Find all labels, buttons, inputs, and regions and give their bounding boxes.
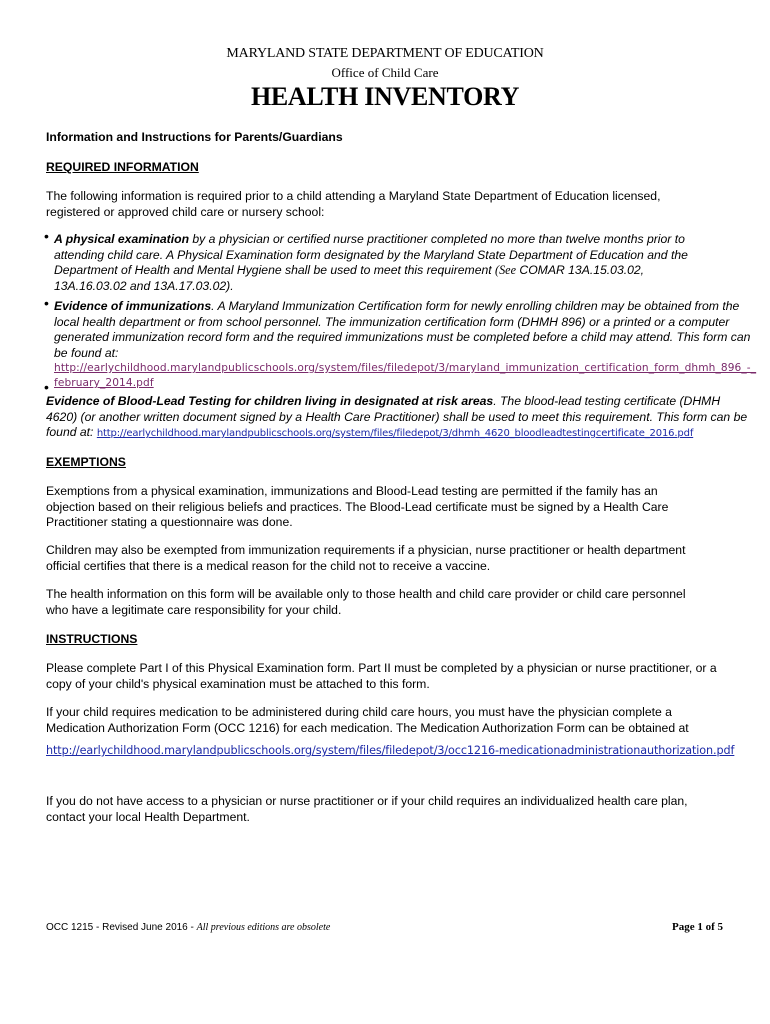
bullet-icon: •	[44, 228, 49, 244]
exemptions-paragraph-1: Exemptions from a physical examination, immunizations and Blood-Lead testing are permitted if the family has an objection based on their religious beliefs and practices. The Blood-Lead certificate must be signed by a Health Care Practitioner stating a questionnaire was done.	[46, 484, 669, 529]
form-footer	[46, 922, 330, 933]
required-heading: REQUIRED INFORMATION	[46, 160, 199, 174]
obsolete-note: All previous editions are obsolete	[196, 922, 331, 933]
form-id: OCC 1215 - Revised June 2016 -	[46, 922, 197, 933]
requirement-text: . A Maryland Immunization Certification form for newly enrolling children may be obtained from the local health department or from school personnel. The immunization certification form (DHMH 896) or a printed or a computer generated immunization record form and the required immunizations must be completed before a child may attend. This form can be found at:	[54, 299, 751, 360]
agency-name: MARYLAND STATE DEPARTMENT OF EDUCATION	[226, 46, 544, 61]
medication-form-link[interactable]: http://earlychildhood.marylandpublicschools.org/system/files/filedepot/3/occ1216-medicationadministrationauthorization.pdf	[46, 744, 735, 757]
exemptions-paragraph-2: Children may also be exempted from immunization requirements if a physician, nurse practitioner or health department official certifies that there is a medical reason for the child not to receive a vaccine.	[46, 543, 686, 573]
intro-heading: Information and Instructions for Parents/Guardians	[46, 130, 343, 144]
office-name: Office of Child Care	[331, 65, 439, 80]
instructions-paragraph-2: If your child requires medication to be administered during child care hours, you must have the physician complete a Medication Authorization Form (OCC 1216) for each medication. The Medication Authorization Form can be obtained at	[46, 705, 689, 735]
comar-reference: COMAR 13A.15.03.02, 13A.16.03.02 and 13A.17.03.02).	[54, 263, 645, 293]
requirement-blood-lead	[46, 394, 754, 442]
immunization-form-link[interactable]: http://earlychildhood.marylandpublicschools.org/system/files/filedepot/3/maryland_immunization_certification_form_dhmh_896_-_february_2014.pdf	[54, 362, 757, 389]
page-title: HEALTH INVENTORY	[250, 82, 520, 111]
instructions-paragraph-1: Please complete Part I of this Physical Examination form. Part II must be completed by a physician or nurse practitioner, or a copy of your child's physical examination must be attached to this form.	[46, 661, 717, 691]
exemptions-heading: EXEMPTIONS	[46, 455, 126, 469]
requirement-physical-exam	[54, 232, 716, 294]
requirement-lead: A physical examination	[54, 232, 190, 246]
blood-lead-form-link[interactable]: http://earlychildhood.marylandpublicschools.org/system/files/filedepot/3/dhmh_4620_bloodleadtestingcertificate_2016.pdf	[96, 428, 694, 439]
requirement-lead: Evidence of Blood-Lead Testing for children living in designated at risk areas	[46, 394, 494, 408]
exemptions-paragraph-3: The health information on this form will be available only to those health and child care provider or child care personnel who have a legitimate care responsibility for your child.	[46, 587, 686, 617]
requirement-immunizations	[54, 299, 758, 361]
requirement-text: by a physician or certified nurse practitioner completed no more than twelve months prior to attending child care. A Physical Examination form designated by the Maryland State Department of Education and the Department of Health and Mental Hygiene shall be used to meet this requirement	[54, 232, 688, 277]
requirement-lead: Evidence of immunizations	[54, 299, 212, 313]
requirement-text: . The blood-lead testing certificate (DHMH 4620) (or another written document signed by a Health Care Practitioner) shall be used to meet this requirement. This form can be found at:	[46, 394, 748, 439]
required-intro: The following information is required prior to a child attending a Maryland State Department of Education licensed, registered or approved child care or nursery school:	[46, 189, 661, 219]
page-number: Page 1 of 5	[672, 921, 724, 933]
bullet-icon: •	[44, 295, 49, 311]
instructions-heading: INSTRUCTIONS	[46, 632, 138, 646]
bullet-icon: •	[44, 379, 49, 395]
see-reference: (See	[495, 263, 517, 277]
instructions-paragraph-3: If you do not have access to a physician or nurse practitioner or if your child requires an individualized health care plan, contact your local Health Department.	[46, 794, 688, 824]
